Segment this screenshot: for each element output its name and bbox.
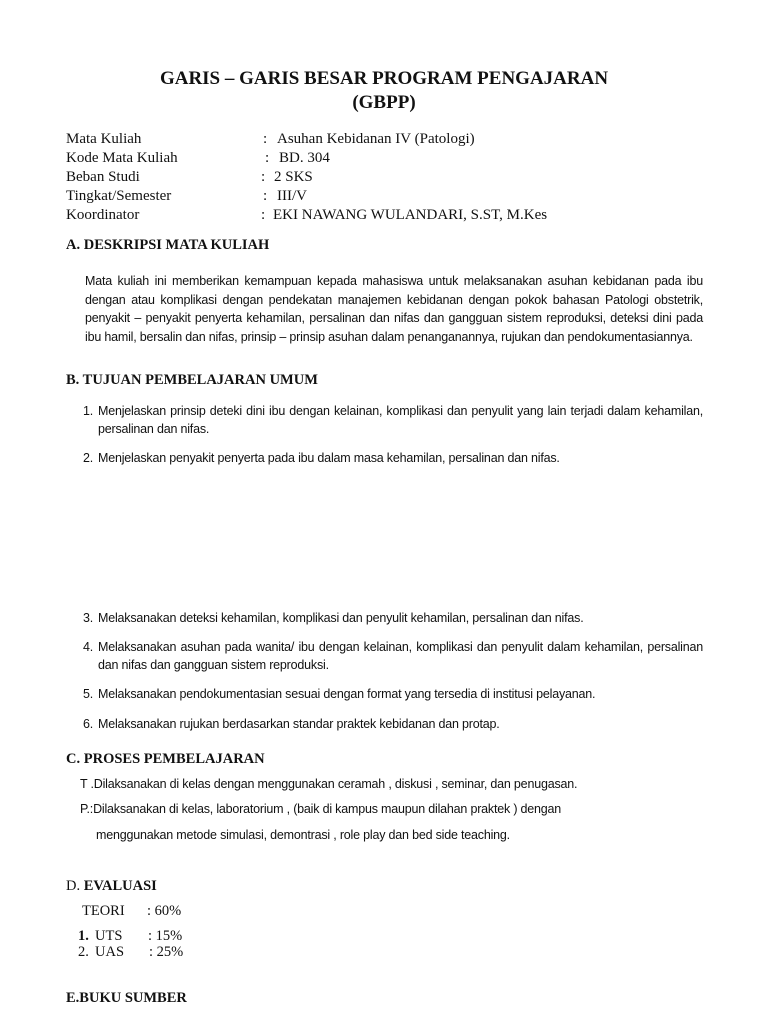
list-item-number: 4.: [83, 640, 94, 654]
eval-label-uts: UTS: [95, 928, 123, 944]
section-b-prefix: B.: [66, 372, 80, 388]
list-item-text: Melaksanakan rujukan berdasarkan standar praktek kebidanan dan protap.: [98, 717, 500, 731]
list-item-number: 1.: [83, 404, 94, 418]
eval-label-uas: UAS: [95, 944, 125, 960]
info-label-tingkat: Tingkat/Semester: [66, 188, 172, 204]
document-subtitle: (GBPP): [352, 92, 416, 113]
section-e-heading: E.BUKU SUMBER: [66, 990, 187, 1006]
list-item-number: 6.: [83, 717, 94, 731]
list-item-text: Melaksanakan deteksi kehamilan, komplikasi dan penyulit kehamilan, persalinan dan nifas.: [98, 611, 584, 625]
praktek-method-line-2: menggunakan metode simulasi, demontrasi , role play dan bed side teaching.: [96, 828, 510, 842]
info-sep: :: [261, 207, 266, 223]
info-label-koordinator: Koordinator: [66, 207, 140, 223]
section-b-heading: [66, 372, 318, 389]
praktek-method-line-1: P.:Dilaksanakan di kelas, laboratorium , (baik di kampus maupun dilahan praktek ) dengan: [80, 802, 562, 816]
list-item-number: 5.: [83, 687, 94, 701]
list-item-number: 2.: [83, 451, 94, 465]
eval-number-uts: 1.: [78, 928, 89, 944]
info-label-beban: Beban Studi: [66, 169, 140, 185]
section-d-prefix: D.: [66, 878, 81, 894]
section-c-title: PROSES PEMBELAJARAN: [83, 751, 265, 767]
eval-value-uas: : 25%: [149, 944, 184, 960]
list-item: [83, 638, 703, 674]
info-label-kode: Kode Mata Kuliah: [66, 150, 178, 166]
info-sep: :: [265, 150, 270, 166]
section-d-title: EVALUASI: [83, 878, 157, 894]
eval-number-uas: 2.: [78, 944, 89, 960]
section-a-prefix: A.: [66, 237, 81, 253]
section-b-title: TUJUAN PEMBELAJARAN UMUM: [82, 372, 318, 388]
section-a-heading: [66, 237, 269, 254]
document-title: GARIS – GARIS BESAR PROGRAM PENGAJARAN: [159, 68, 609, 89]
info-sep: :: [263, 188, 268, 204]
eval-value-teori: : 60%: [147, 903, 182, 919]
info-value-tingkat: III/V: [277, 188, 307, 204]
list-item: [83, 449, 703, 467]
info-value-mata-kuliah: Asuhan Kebidanan IV (Patologi): [277, 131, 475, 147]
list-item: [83, 609, 703, 627]
list-item-number: 3.: [83, 611, 94, 625]
list-item: [83, 402, 703, 438]
eval-value-uts: : 15%: [148, 928, 183, 944]
list-item-text: Melaksanakan pendokumentasian sesuai dengan format yang tersedia di institusi pelayanan.: [98, 687, 596, 701]
section-d-heading: [66, 878, 157, 895]
list-item: [83, 715, 703, 733]
info-sep: :: [263, 131, 268, 147]
info-value-koordinator: EKI NAWANG WULANDARI, S.ST, M.Kes: [273, 207, 548, 223]
section-c-heading: [66, 751, 265, 768]
section-a-description: Mata kuliah ini memberikan kemampuan kepada mahasiswa untuk melaksanakan asuhan kebidanan pada ibu dengan atau komplikasi dengan pendekatan manajemen kebidanan dengan pokok bahasan Patologi obstetrik, penyakit – penyakit penyerta kehamilan, persalinan dan nifas dan gangguan sistem reproduksi, deteksi dini pada ibu hamil, bersalin dan nifas, prinsip – prinsip asuhan dalam penanganannya, rujukan dan pendokumentasiannya.: [85, 274, 703, 344]
list-item-text: Menjelaskan prinsip deteki dini ibu dengan kelainan, komplikasi dan penyulit yang lain terjadi dalam kehamilan, persalinan dan nifas.: [98, 404, 703, 436]
teori-method-line: T .Dilaksanakan di kelas dengan menggunakan ceramah , diskusi , seminar, dan penugasan.: [80, 777, 578, 791]
info-sep: :: [261, 169, 266, 185]
section-a-title: DESKRIPSI MATA KULIAH: [83, 237, 270, 253]
list-item: [83, 685, 703, 703]
info-value-kode: BD. 304: [279, 150, 330, 166]
list-item-text: Melaksanakan asuhan pada wanita/ ibu dengan kelainan, komplikasi dan penyulit dalam kehamilan, persalinan dan nifas dan gangguan sistem reproduksi.: [98, 640, 703, 672]
section-c-prefix: C.: [66, 751, 81, 767]
eval-label-teori: TEORI: [82, 903, 125, 919]
info-value-beban: 2 SKS: [274, 169, 313, 185]
list-item-text: Menjelaskan penyakit penyerta pada ibu dalam masa kehamilan, persalinan dan nifas.: [98, 451, 560, 465]
info-label-mata-kuliah: Mata Kuliah: [66, 131, 142, 147]
